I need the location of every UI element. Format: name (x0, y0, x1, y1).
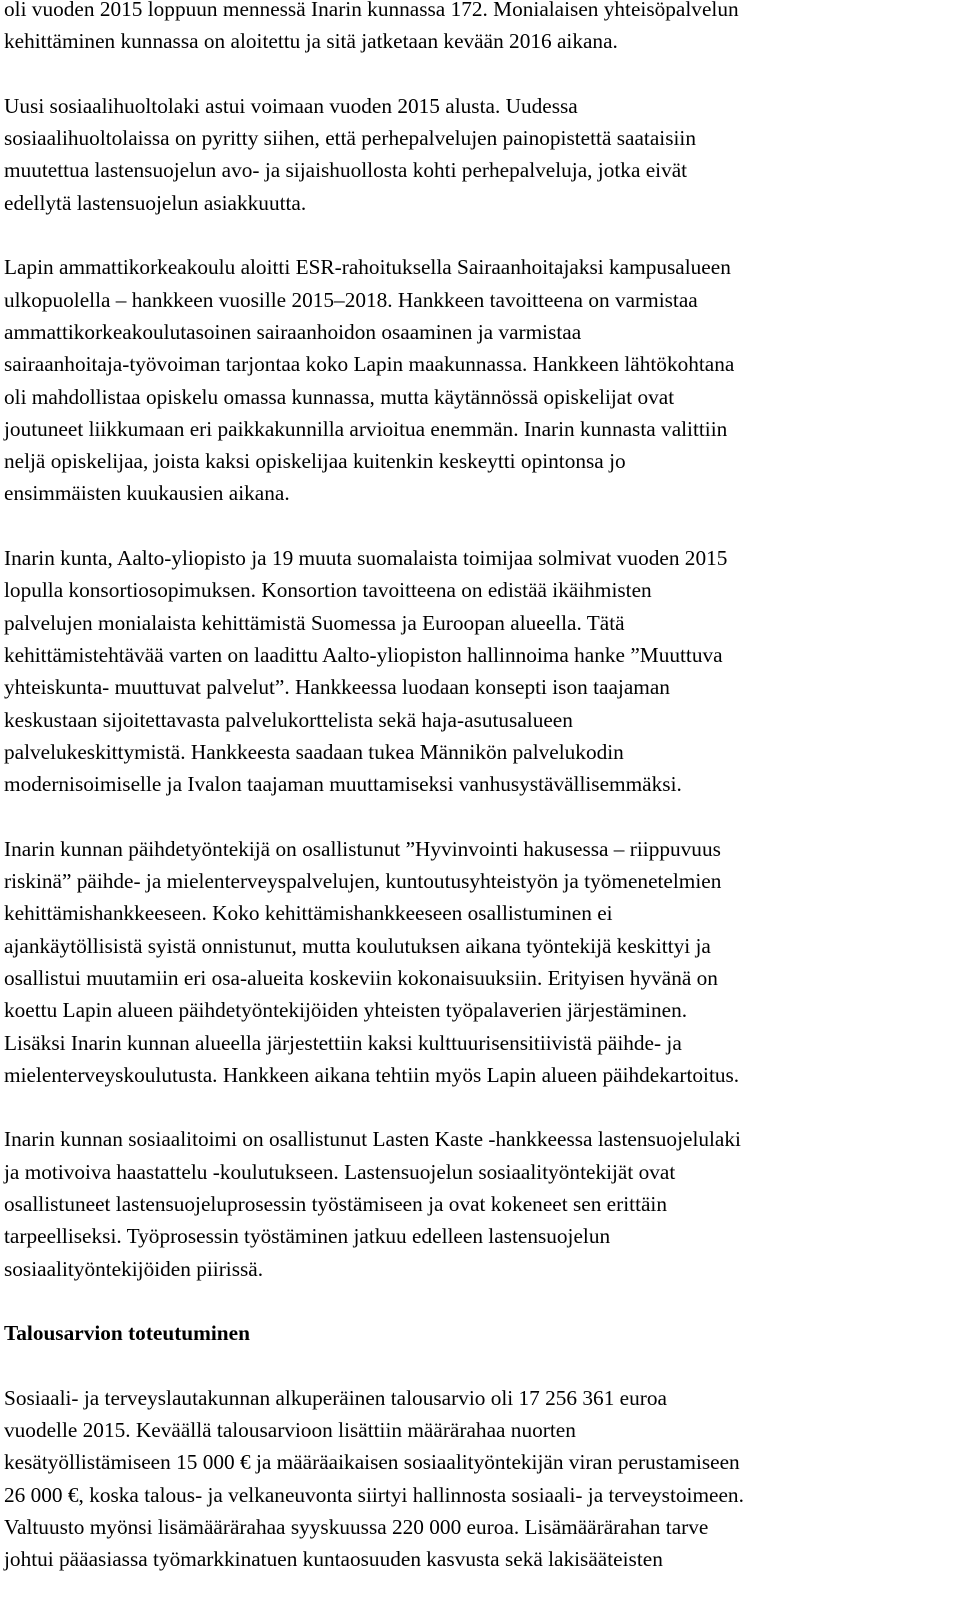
paragraph-consortium (4, 542, 952, 800)
paragraph-child-welfare (4, 1123, 952, 1284)
text-line: palvelukeskittymistä. Hankkeesta saadaan tukea Männikön palvelukodin (4, 739, 624, 764)
text-line: kehittäminen kunnassa on aloitettu ja sitä jatketaan kevään 2016 aikana. (4, 29, 618, 54)
section-heading: Talousarvion toteutuminen (4, 1321, 250, 1346)
document-page (4, 0, 952, 1608)
text-line: Inarin kunnan päihdetyöntekijä on osallistunut ”Hyvinvointi hakusessa – riippuvuus (4, 836, 721, 861)
text-line: osallistuneet lastensuojeluprosessin työstämiseen ja ovat kokeneet sen erittäin (4, 1191, 668, 1216)
text-line: kehittämishankkeeseen. Koko kehittämishankkeeseen osallistuminen ei (4, 901, 613, 926)
text-line: Sosiaali- ja terveyslautakunnan alkuperäinen talousarvio oli 17 256 361 euroa (4, 1385, 667, 1410)
text-line: neljä opiskelijaa, joista kaksi opiskelijaa kuitenkin keskeytti opintonsa jo (4, 449, 626, 474)
paragraph-budget (4, 1382, 952, 1576)
text-line: Inarin kunnan sosiaalitoimi on osallistunut Lasten Kaste -hankkeessa lastensuojelulaki (4, 1127, 741, 1152)
text-line: joutuneet liikkumaan eri paikkakunnilla arvioitua enemmän. Inarin kunnasta valittiin (4, 416, 728, 441)
paragraph-substance-abuse-work (4, 833, 952, 1091)
text-line: sosiaalityöntekijöiden piirissä. (4, 1256, 264, 1281)
text-line: ja motivoiva haastattelu -koulutukseen. Lastensuojelun sosiaalityöntekijät ovat (4, 1159, 676, 1184)
text-line: osallistui muutamiin eri osa-alueita koskeviin kokonaisuuksiin. Erityisen hyvänä on (4, 965, 718, 990)
text-line: oli vuoden 2015 loppuun mennessä Inarin kunnassa 172. Monialaisen yhteisöpalvelun (4, 0, 739, 21)
text-line: Inarin kunta, Aalto-yliopisto ja 19 muuta suomalaista toimijaa solmivat vuoden 2015 (4, 546, 728, 571)
text-line: kesätyöllistämiseen 15 000 € ja määräaikaisen sosiaalityöntekijän viran perustamiseen (4, 1450, 740, 1475)
text-line: koettu Lapin alueen päihdetyöntekijöiden yhteisten työpalaverien järjestäminen. (4, 998, 688, 1023)
text-line: Uusi sosiaalihuoltolaki astui voimaan vuoden 2015 alusta. Uudessa (4, 93, 578, 118)
text-line: ajankäytöllisistä syistä onnistunut, mutta koulutuksen aikana työntekijä keskittyi ja (4, 933, 711, 958)
text-line: edellytä lastensuojelun asiakkuutta. (4, 190, 307, 215)
paragraph-social-welfare-act (4, 90, 952, 219)
text-line: yhteiskunta- muuttuvat palvelut”. Hankkeessa luodaan konsepti ison taajaman (4, 675, 670, 700)
text-line: ammattikorkeakoulutasoinen sairaanhoidon osaaminen ja varmistaa (4, 319, 582, 344)
text-line: palvelujen monialaista kehittämistä Suomessa ja Euroopan alueella. Tätä (4, 610, 625, 635)
text-line: riskinä” päihde- ja mielenterveyspalvelujen, kuntoutusyhteistyön ja työmenetelmien (4, 869, 722, 894)
text-line: sosiaalihuoltolaissa on pyritty siihen, että perhepalvelujen painopistettä saataisiin (4, 126, 696, 151)
text-line: johtui pääasiassa työmarkkinatuen kuntaosuuden kasvusta sekä lakisääteisten (4, 1547, 663, 1572)
paragraph-nursing-project (4, 251, 952, 509)
text-line: tarpeelliseksi. Työprosessin työstäminen jatkuu edelleen lastensuojelun (4, 1224, 611, 1249)
text-line: lopulla konsortiosopimuksen. Konsortion tavoitteena on edistää ikäihmisten (4, 578, 652, 603)
text-line: 26 000 €, koska talous- ja velkaneuvonta siirtyi hallinnosta sosiaali- ja terveystoimeen. (4, 1482, 744, 1507)
text-line: mielenterveyskoulutusta. Hankkeen aikana tehtiin myös Lapin alueen päihdekartoitus. (4, 1062, 740, 1087)
text-line: ulkopuolella – hankkeen vuosille 2015–2018. Hankkeen tavoitteena on varmistaa (4, 287, 698, 312)
text-line: Valtuusto myönsi lisämäärärahaa syyskuussa 220 000 euroa. Lisämäärärahan tarve (4, 1514, 709, 1539)
paragraph-community-services (4, 0, 952, 58)
text-line: vuodelle 2015. Keväällä talousarvioon lisättiin määrärahaa nuorten (4, 1418, 576, 1443)
text-line: sairaanhoitaja-työvoiman tarjontaa koko Lapin maakunnassa. Hankkeen lähtökohtana (4, 352, 735, 377)
text-line: keskustaan sijoitettavasta palvelukorttelista sekä haja-asutusalueen (4, 707, 573, 732)
text-line: muutettua lastensuojelun avo- ja sijaishuollosta kohti perhepalveluja, jotka eivät (4, 158, 688, 183)
text-line: oli mahdollistaa opiskelu omassa kunnassa, mutta käytännössä opiskelijat ovat (4, 384, 675, 409)
text-line: modernisoimiselle ja Ivalon taajaman muuttamiseksi vanhusystävällisemmäksi. (4, 772, 682, 797)
text-line: Lisäksi Inarin kunnan alueella järjestettiin kaksi kulttuurisensitiivistä päihde- ja (4, 1030, 682, 1055)
text-line: Lapin ammattikorkeakoulu aloitti ESR-rahoituksella Sairaanhoitajaksi kampusalueen (4, 255, 731, 280)
text-line: kehittämistehtävää varten on laadittu Aalto-yliopiston hallinnoima hanke ”Muuttuva (4, 642, 723, 667)
text-line: ensimmäisten kuukausien aikana. (4, 481, 290, 506)
